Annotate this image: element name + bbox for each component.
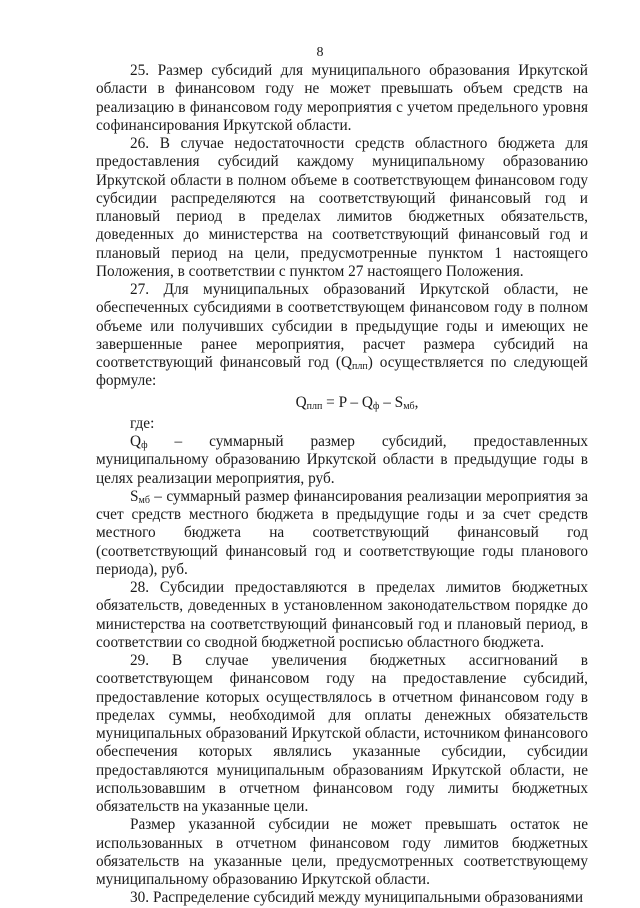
- page-number: 8: [316, 45, 324, 60]
- formula-qf-sub: ф: [372, 400, 380, 412]
- formula-q: Q: [295, 393, 307, 411]
- definition-qf-text: – суммарный размер субсидий, предоставленных муниципальному образованию Иркутской области в предыдущие годы в целях реализации мероприятия, руб.: [96, 433, 588, 487]
- paragraph-26: 26. В случае недостаточности средств областного бюджета для предоставления субсидий каждому муниципальному образованию Иркутской области в полном объеме в соответствующем финансовом году субсидии распределяются на соответствующий финансовый год и плановый период в пределах лимитов бюджетных обязательств, доведенных до министерства на соответствующий финансовый год и плановый период на цели, предусмотренные пунктом 1 настоящего Положения, в соответствии с пунктом 27 настоящего Положения.: [96, 135, 588, 280]
- paragraph-29: 29. В случае увеличения бюджетных ассигнований в соответствующем финансовом году на предоставление субсидий, предоставление которых осуществлялось в отчетном финансовом году в пределах суммы, необходимой для оплаты денежных обязательств муниципальных образований Иркутской области, источником финансового обеспечения которых являлись указанные субсидии, субсидии предоставляются муниципальным образованиям Иркутской области, не использовавшим в отчетном финансовом году лимиты бюджетных обязательств на указанные цели.: [96, 652, 589, 815]
- paragraph-27-end: ) осуществляется по следующей формуле:: [96, 354, 588, 390]
- formula: [96, 394, 588, 412]
- formula-s-sub: мб: [403, 400, 415, 412]
- definition-qf-symbol: Q: [130, 433, 142, 450]
- paragraph-30: 30. Распределение субсидий между муниципальными образованиями: [130, 889, 584, 907]
- definition-smb-sub: мб: [138, 494, 150, 506]
- formula-eq: = P – Q: [322, 393, 373, 411]
- definition-qf: [96, 433, 588, 488]
- definition-smb-text: – суммарный размер финансирования реализации мероприятия за счет средств местного бюджета в предыдущие годы и за счет средств местного бюджета на соответствующий финансовый год (соответствующий финансовый год и соответствующие годы планового периода), руб.: [96, 487, 588, 578]
- paragraph-28: 28. Субсидии предоставляются в пределах лимитов бюджетных обязательств, доведенных в установленном законодательством порядке до министерства на соответствующий финансовый год и плановый период, в соответствии со сводной бюджетной росписью областного бюджета.: [96, 579, 588, 651]
- qplp-subscript: плп: [352, 361, 368, 372]
- definition-smb-symbol: S: [130, 487, 139, 505]
- paragraph-27: [96, 281, 588, 391]
- where-label: где:: [130, 414, 155, 432]
- definition-qf-sub: ф: [141, 440, 148, 451]
- definition-smb: [96, 488, 588, 579]
- formula-minus: – S: [379, 393, 404, 411]
- paragraph-25: 25. Размер субсидий для муниципального образования Иркутской области в финансовом году не может превышать объем средств на реализацию в финансовом году мероприятия с учетом предельного уровня софинансирования Иркутской области.: [96, 62, 588, 134]
- paragraph-27-text: 27. Для муниципальных образований Иркутской области, не обеспеченных субсидиями в соответствующем финансовом году в полном объеме или получивших субсидии в предыдущие годы и имеющих не завершенные ранее мероприятия, расчет размера субсидий на соответствующий финансовый год (Q: [96, 281, 588, 371]
- formula-q-sub: плп: [306, 400, 323, 412]
- paragraph-29-second: Размер указанной субсидии не может превышать остаток не использованных в отчетном финансовом году лимитов бюджетных обязательств на указанные цели, предусмотренных соответствующему муниципальному образованию Иркутской области.: [96, 816, 588, 888]
- formula-tail: ,: [414, 393, 419, 411]
